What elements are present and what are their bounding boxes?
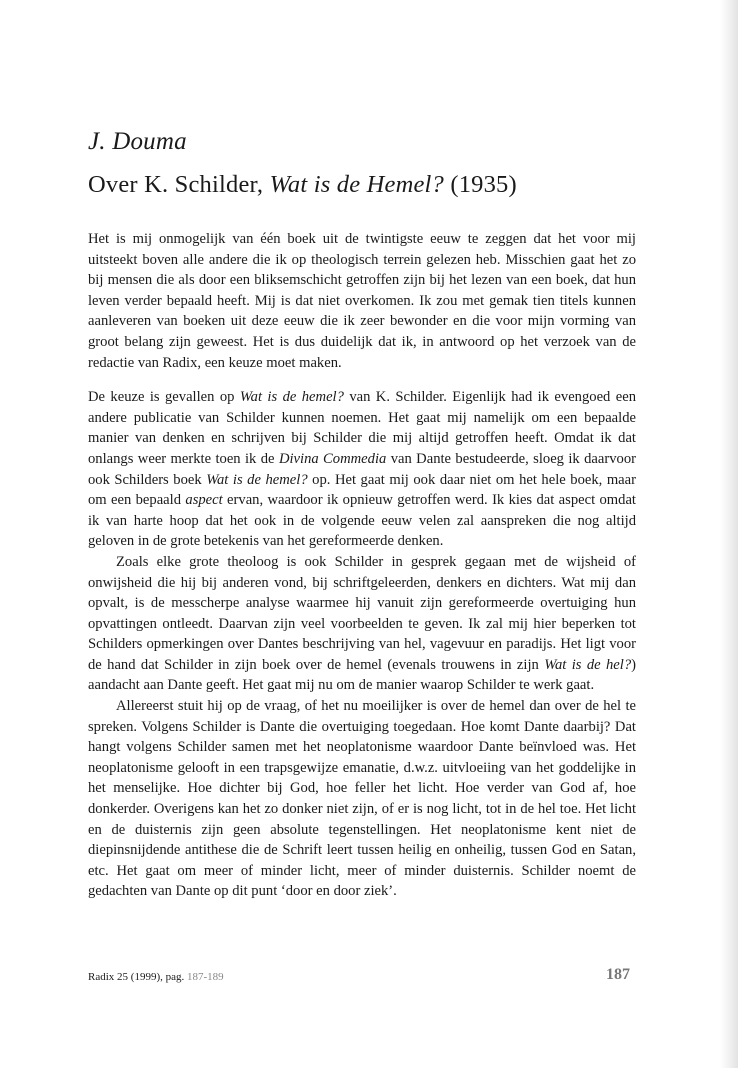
paragraph-2-text: ervan, waardoor ik opnieuw getroffen werd. Ik kies dat aspect omdat ik van harte hoop dat het ook in de volgende eeuw velen zal aanspreken die nog altijd geloven in de grote betekenis van het gereformeerde denken. [88,492,636,550]
paragraph-2 [88,387,636,552]
paragraph-1: Het is mij onmogelijk van één boek uit de twintigste eeuw te zeggen dat het voor mij uitsteekt boven alle andere die ik op theologisch terrein gelezen heb. Misschien gaat het zo bij mensen die als door een bliksemschicht getroffen zijn bij het lezen van een boek, dat hun leven verder bepaald heeft. Mij is dat niet overkomen. Ik zou met gemak tien titels kunnen aanleveren van boeken uit deze eeuw die ik zeer bewonder en die voor mijn vorming van groot belang zijn geweest. Het is dus duidelijk dat ik, in antwoord op het verzoek van de redactie van Radix, een keuze moet maken. [88,231,636,371]
title-prefix: Over K. Schilder, [88,171,270,198]
scan-edge-shadow [720,0,738,1068]
title-year: (1935) [444,171,517,198]
book-title-italic: Wat is de hel? [544,656,632,673]
author-name: J. Douma [88,128,187,155]
paragraph-3 [88,552,636,696]
citation-text: Radix 25 (1999), pag. [88,971,187,983]
article-title [88,171,517,199]
book-title-italic: Divina Commedia [278,450,387,467]
footer-citation [88,971,224,983]
paragraph-3-text: Zoals elke grote theoloog is ook Schilder in gesprek gegaan met de wijsheid of onwijsheid die hij bij anderen vond, bij schriftgeleerden, denkers en dichters. Wat mij dan opvalt, is de messcherpe analyse waarmee hij vanuit zijn gereformeerde overtuiging hun opvattingen ontleedt. Daarvan zijn veel voorbeelden te geven. Ik zal mij hier beperken tot Schilders opmerkingen over Dantes beschrijving van hel, vagevuur en paradijs. Het ligt voor de hand dat Schilder in zijn boek over de hemel (evenals trouwens in zijn [88,553,636,673]
title-work: Wat is de Hemel? [269,171,445,198]
paragraph-2-text: De keuze is gevallen op [88,389,240,406]
paragraph-2-text: van K. Schilder. Eigenlijk had ik evengoed een andere publicatie van Schilder kunnen noemen. Het gaat mij namelijk om een bepaalde manier van denken en schrijven bij Schilder die mij altijd getroffen heeft. Omdat ik dat onlangs weer merkte toen ik de [88,389,637,467]
paragraph-2-text: van Dante bestudeerde, sloeg ik daarvoor ook Schilders boek [88,450,636,488]
article-body [88,229,636,902]
emphasis-italic: aspect [185,492,223,509]
book-title-italic: Wat is de hemel? [239,389,344,406]
citation-pages: 187-189 [186,971,224,983]
paragraph-3-text: ) aandacht aan Dante geeft. Het gaat mij nu om de manier waarop Schilder te werk gaat. [88,656,636,694]
paragraph-4: Allereerst stuit hij op de vraag, of het nu moeilijker is over de hemel dan over de hel te spreken. Volgens Schilder is Dante die overtuiging toegedaan. Hoe komt Dante daarbij? Dat hangt volgens Schilder samen met het neoplatonisme waardoor Dante beïnvloed was. Het neoplatonisme gelooft in een trapsgewijze emanatie, d.w.z. uitvloeiing van het goddelijke in het menselijke. Hoe dichter bij God, hoe feller het licht. Hoe verder van God af, hoe donkerder. Overigens kan het zo donker niet zijn, of er is nog licht, tot in de hel toe. Het licht en de duisternis zijn geen absolute tegenstellingen. Het neoplatonisme kent niet de diepinsnijdende antithese die de Schrift leert tussen heilig en onheilig, tussen God en Satan, etc. Het gaat om meer of minder licht, meer of minder duisternis. Schilder noemt de gedachten van Dante op dit punt ‘door en door ziek’. [88,698,636,900]
page-number: 187 [606,966,630,983]
paragraph-2-text: op. Het gaat mij ook daar niet om het hele boek, maar om een bepaald [88,471,636,509]
book-title-italic: Wat is de hemel? [206,471,308,488]
